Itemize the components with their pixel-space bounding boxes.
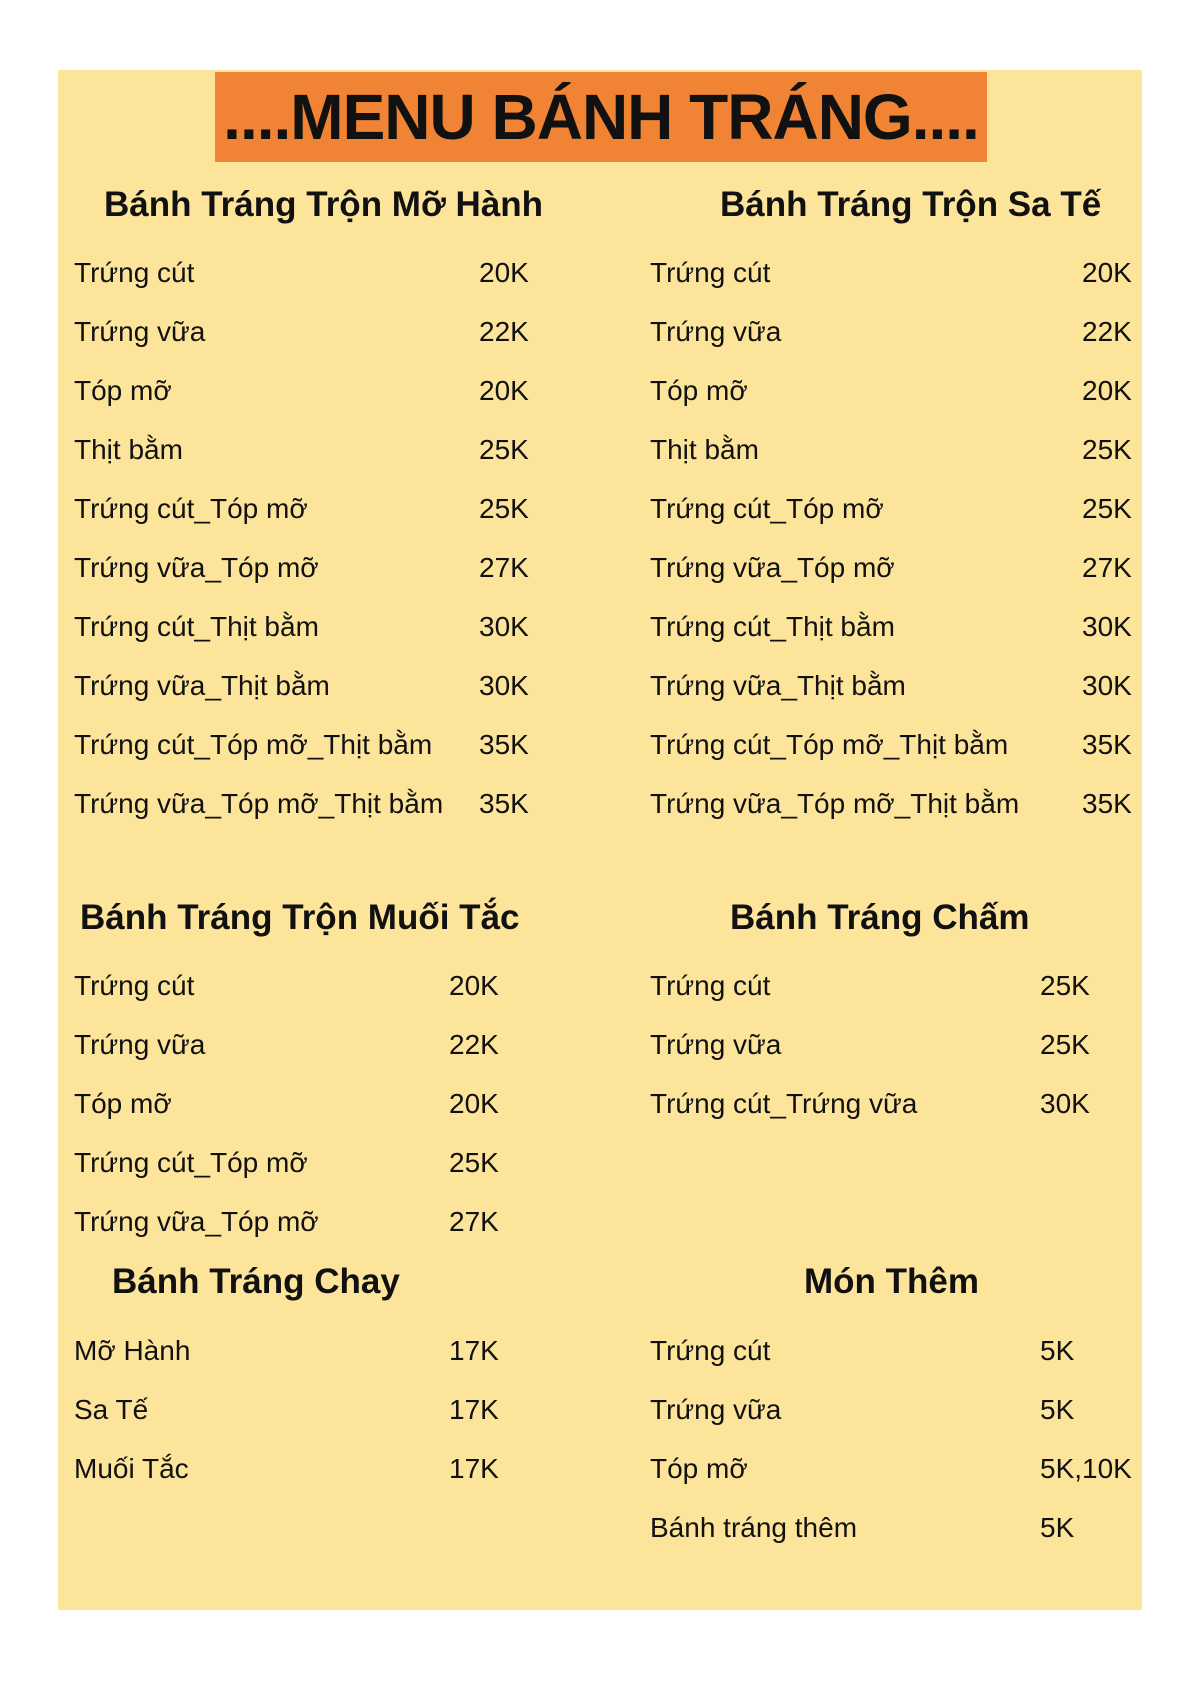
menu-item bbox=[650, 970, 1150, 1010]
menu-item bbox=[74, 1147, 559, 1187]
menu-item bbox=[650, 729, 1192, 769]
menu-item-price: 30K bbox=[1040, 1088, 1090, 1119]
menu-item-price: 5K bbox=[1040, 1335, 1075, 1366]
menu-item-name: Trứng cút bbox=[74, 970, 195, 1001]
menu-item bbox=[74, 1394, 559, 1434]
menu-item-price: 30K bbox=[1082, 670, 1132, 701]
menu-item bbox=[74, 611, 589, 651]
menu-item-price: 5K bbox=[1040, 1512, 1075, 1543]
menu-item-name: Trứng vữa bbox=[650, 1394, 782, 1425]
menu-item bbox=[650, 611, 1192, 651]
menu-item-price: 25K bbox=[1082, 434, 1132, 465]
menu-item-name: Trứng vữa_Tóp mỡ bbox=[74, 1206, 319, 1237]
menu-item-price: 22K bbox=[479, 316, 529, 347]
menu-item bbox=[650, 1335, 1150, 1375]
menu-item-price: 17K bbox=[449, 1394, 499, 1425]
menu-item bbox=[650, 1453, 1150, 1493]
menu-item-price: 17K bbox=[449, 1453, 499, 1484]
menu-item bbox=[74, 670, 589, 710]
menu-item bbox=[74, 375, 589, 415]
menu-item bbox=[650, 434, 1192, 474]
menu-item-price: 30K bbox=[479, 670, 529, 701]
menu-item-name: Thịt bằm bbox=[74, 434, 183, 465]
section-heading: Bánh Tráng Trộn Muối Tắc bbox=[80, 898, 520, 937]
menu-item-name: Trứng cút bbox=[650, 970, 771, 1001]
menu-item-name: Mỡ Hành bbox=[74, 1335, 191, 1366]
menu-sheet bbox=[58, 70, 1142, 1610]
menu-item-price: 35K bbox=[479, 729, 529, 760]
menu-item-name: Tóp mỡ bbox=[74, 1088, 172, 1119]
menu-item bbox=[74, 729, 589, 769]
menu-item-name: Trứng vữa bbox=[650, 1029, 782, 1060]
section-heading: Bánh Tráng Chấm bbox=[730, 898, 1030, 937]
menu-item-name: Tóp mỡ bbox=[650, 375, 748, 406]
menu-item bbox=[650, 493, 1192, 533]
menu-item-price: 20K bbox=[479, 257, 529, 288]
menu-item-name: Muối Tắc bbox=[74, 1453, 189, 1484]
menu-item bbox=[74, 1029, 559, 1069]
menu-item-price: 22K bbox=[449, 1029, 499, 1060]
menu-item bbox=[650, 375, 1192, 415]
menu-item-price: 27K bbox=[479, 552, 529, 583]
menu-item-name: Bánh tráng thêm bbox=[650, 1512, 858, 1543]
section-heading: Món Thêm bbox=[804, 1262, 979, 1301]
menu-item-name: Trứng cút bbox=[74, 257, 195, 288]
menu-item-name: Trứng cút bbox=[650, 257, 771, 288]
menu-item-price: 25K bbox=[479, 493, 529, 524]
menu-item-price: 27K bbox=[1082, 552, 1132, 583]
menu-item-price: 20K bbox=[1082, 375, 1132, 406]
menu-item bbox=[74, 434, 589, 474]
menu-item bbox=[74, 1088, 559, 1128]
menu-item-name: Trứng vữa bbox=[74, 316, 206, 347]
menu-title-bar bbox=[215, 72, 987, 162]
menu-item-name: Trứng vữa_Thịt bằm bbox=[650, 670, 906, 701]
section-heading: Bánh Tráng Chay bbox=[112, 1262, 400, 1301]
menu-item-name: Trứng vữa_Tóp mỡ_Thịt bằm bbox=[74, 788, 444, 819]
menu-item bbox=[74, 493, 589, 533]
menu-item-name: Trứng cút_Trứng vữa bbox=[650, 1088, 918, 1119]
menu-item bbox=[74, 970, 559, 1010]
menu-item-name: Tóp mỡ bbox=[650, 1453, 748, 1484]
menu-item-name: Tóp mỡ bbox=[74, 375, 172, 406]
menu-item-price: 25K bbox=[1040, 1029, 1090, 1060]
menu-item bbox=[650, 670, 1192, 710]
menu-item-price: 20K bbox=[449, 1088, 499, 1119]
menu-item bbox=[74, 1453, 559, 1493]
menu-item-price: 20K bbox=[449, 970, 499, 1001]
menu-item bbox=[74, 316, 589, 356]
menu-item bbox=[74, 788, 589, 828]
menu-item-price: 22K bbox=[1082, 316, 1132, 347]
menu-item-name: Trứng vữa bbox=[650, 316, 782, 347]
menu-item-price: 25K bbox=[479, 434, 529, 465]
menu-item bbox=[650, 316, 1192, 356]
menu-item bbox=[650, 257, 1192, 297]
menu-item bbox=[74, 552, 589, 592]
menu-item-price: 5K bbox=[1040, 1394, 1075, 1425]
menu-item-price: 35K bbox=[1082, 729, 1132, 760]
menu-item-name: Sa Tế bbox=[74, 1394, 149, 1425]
menu-item-price: 35K bbox=[479, 788, 529, 819]
menu-item bbox=[74, 257, 589, 297]
menu-item bbox=[650, 1088, 1150, 1128]
menu-item bbox=[650, 788, 1192, 828]
menu-item-name: Trứng cút_Thịt bằm bbox=[650, 611, 895, 642]
menu-item-price: 17K bbox=[449, 1335, 499, 1366]
menu-item-price: 30K bbox=[479, 611, 529, 642]
menu-item-price: 25K bbox=[1040, 970, 1090, 1001]
menu-item-name: Trứng cút_Tóp mỡ_Thịt bằm bbox=[650, 729, 1009, 760]
menu-item-name: Trứng cút_Tóp mỡ bbox=[74, 493, 308, 524]
menu-item-price: 35K bbox=[1082, 788, 1132, 819]
menu-item bbox=[650, 1512, 1150, 1552]
menu-item-name: Trứng vữa_Tóp mỡ bbox=[74, 552, 319, 583]
menu-item-price: 30K bbox=[1082, 611, 1132, 642]
menu-item bbox=[74, 1335, 559, 1375]
menu-item-name: Trứng cút_Tóp mỡ_Thịt bằm bbox=[74, 729, 433, 760]
menu-item-price: 5K,10K bbox=[1040, 1453, 1132, 1484]
menu-item-name: Thịt bằm bbox=[650, 434, 759, 465]
menu-item-price: 20K bbox=[479, 375, 529, 406]
menu-item-name: Trứng vữa_Tóp mỡ_Thịt bằm bbox=[650, 788, 1020, 819]
menu-item-name: Trứng vữa_Tóp mỡ bbox=[650, 552, 895, 583]
menu-title: ....MENU BÁNH TRÁNG.... bbox=[223, 81, 979, 153]
menu-item-price: 27K bbox=[449, 1206, 499, 1237]
menu-item bbox=[650, 1029, 1150, 1069]
section-heading: Bánh Tráng Trộn Mỡ Hành bbox=[104, 185, 544, 224]
menu-item bbox=[74, 1206, 559, 1246]
menu-item-name: Trứng cút bbox=[650, 1335, 771, 1366]
menu-item-price: 20K bbox=[1082, 257, 1132, 288]
menu-item bbox=[650, 1394, 1150, 1434]
menu-item-name: Trứng cút_Tóp mỡ bbox=[650, 493, 884, 524]
menu-item-name: Trứng cút_Thịt bằm bbox=[74, 611, 319, 642]
menu-item-price: 25K bbox=[1082, 493, 1132, 524]
menu-item-name: Trứng cút_Tóp mỡ bbox=[74, 1147, 308, 1178]
section-heading: Bánh Tráng Trộn Sa Tế bbox=[720, 185, 1102, 224]
menu-item-name: Trứng vữa_Thịt bằm bbox=[74, 670, 330, 701]
menu-item-price: 25K bbox=[449, 1147, 499, 1178]
menu-item-name: Trứng vữa bbox=[74, 1029, 206, 1060]
menu-item bbox=[650, 552, 1192, 592]
